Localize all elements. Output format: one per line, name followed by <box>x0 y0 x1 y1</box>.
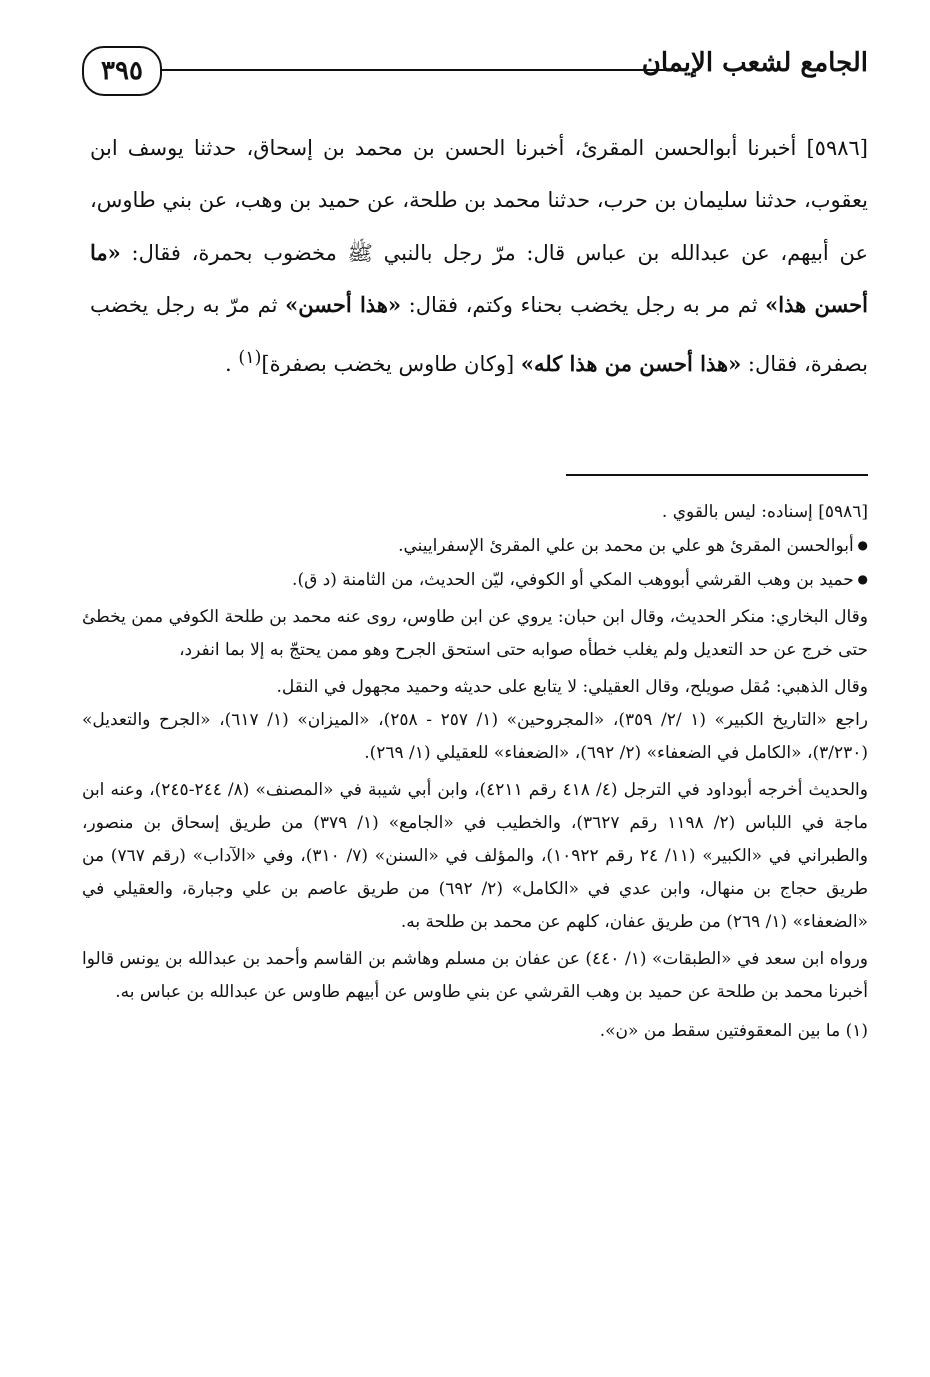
main-text <box>90 122 868 390</box>
isnad-label: إسناده: ليس بالقوي . <box>661 502 819 522</box>
notes-section <box>82 496 868 1052</box>
footnote: (١) ما بين المعقوفتين سقط من «ن». <box>599 1021 868 1041</box>
hadith-text: . <box>225 351 239 376</box>
prophetic-quote: «هذا أحسن من هذا كله» <box>520 350 742 376</box>
commentary-paragraph: وقال الذهبي: مُقل صويلح، وقال العقيلي: لا يتابع على حديثه وحميد مجهول في النقل. <box>276 677 868 697</box>
commentary-paragraph: وقال البخاري: منكر الحديث، وقال ابن حبان: يروي عن ابن طاوس، روى عنه محمد بن طلحة الكوفي ممن يخطئ حتى خرج عن حد التعديل ولم يغلب خطأه صوابه حتى استحق الجرح وهو ممن يحتجّ به إلا بما انفرد، <box>82 607 868 660</box>
page-number: ٣٩٥ <box>82 46 162 96</box>
footnote-marker: (١) <box>238 347 262 368</box>
header-rule <box>162 69 668 71</box>
prophetic-quote: «ما أحسن هذا» <box>90 239 868 318</box>
commentary-paragraph: والحديث أخرجه أبوداود في الترجل (٤/ ٤١٨ رقم ٤٢١١)، وابن أبي شيبة في «المصنف» (٨/ ٢٤٤-٢٤٥)، وعنه ابن ماجة في اللباس (٢/ ١١٩٨ رقم ٣٦٢٧)، والخطيب في «الجامع» (١/ ٣٧٩) من طريق إسحاق بن منصور، والطبراني في «الكبير» (١١/ ٢٤ رقم ١٠٩٢٢)، والمؤلف في «السنن» (٧/ ٣١٠)، وفي «الآداب» (رقم ٧٦٧) من طريق حجاج بن منهال، وابن عدي في «الكامل» (٢/ ٦٩٢) من طريق عاصم بن علي وجبارة، والعقيلي في «الضعفاء» (١/ ٢٦٩) من طريق عفان، كلهم عن محمد بن طلحة به. <box>82 780 868 932</box>
isnad-heading <box>82 496 868 529</box>
footnote-separator <box>566 474 868 476</box>
bullet-note: ● أبوالحسن المقرئ هو علي بن محمد بن علي المقرئ الإسفراييني. <box>82 529 868 563</box>
commentary-paragraph: ورواه ابن سعد في «الطبقات» (١/ ٤٤٠) عن عفان بن مسلم وهاشم بن القاسم وأحمد بن عبدالله بن يونس قالوا أخبرنا محمد بن طلحة عن حميد بن وهب القرشي عن بني طاوس عن أبيهم طاوس عن عبدالله بن عباس به. <box>82 949 868 1002</box>
hadith-text: ثم مر به رجل يخضب بحناء وكتم، فقال: <box>401 293 766 318</box>
prophetic-quote: «هذا أحسن» <box>285 292 402 318</box>
hadith-number: [٥٩٨٦] <box>806 136 868 160</box>
bullet-note: ● حميد بن وهب القرشي أبووهب المكي أو الكوفي، ليّن الحديث، من الثامنة (د ق). <box>82 563 868 597</box>
hadith-text: [وكان طاوس يخضب بصفرة] <box>261 351 521 376</box>
isnad-number: [٥٩٨٦] <box>818 502 868 522</box>
hadith-paragraph <box>90 122 868 390</box>
running-title: الجامع لشعب الإيمان <box>641 48 868 78</box>
page-header <box>82 44 868 100</box>
hadith-text: ثم مرّ به رجل يخضب بصفرة، فقال: <box>90 293 868 376</box>
hadith-text: أخبرنا أبوالحسن المقرئ، أخبرنا الحسن بن محمد بن إسحاق، حدثنا يوسف ابن يعقوب، حدثنا سليمان بن حرب، حدثنا محمد بن طلحة، عن حميد بن وهب، عن بني طاوس، عن أبيهم، عن عبدالله بن عباس قال: مرّ رجل بالنبي ﷺ مخضوب بحمرة، فقال: <box>90 136 868 265</box>
commentary-paragraph: راجع «التاريخ الكبير» (١ /٢/ ٣٥٩)، «المجروحين» (١/ ٢٥٧ - ٢٥٨)، «الميزان» (١/ ٦١٧)، «الجرح والتعديل» (٣/٢٣٠)، «الكامل في الضعفاء» (٢/ ٦٩٢)، «الضعفاء» للعقيلي (١/ ٢٦٩). <box>82 710 869 763</box>
